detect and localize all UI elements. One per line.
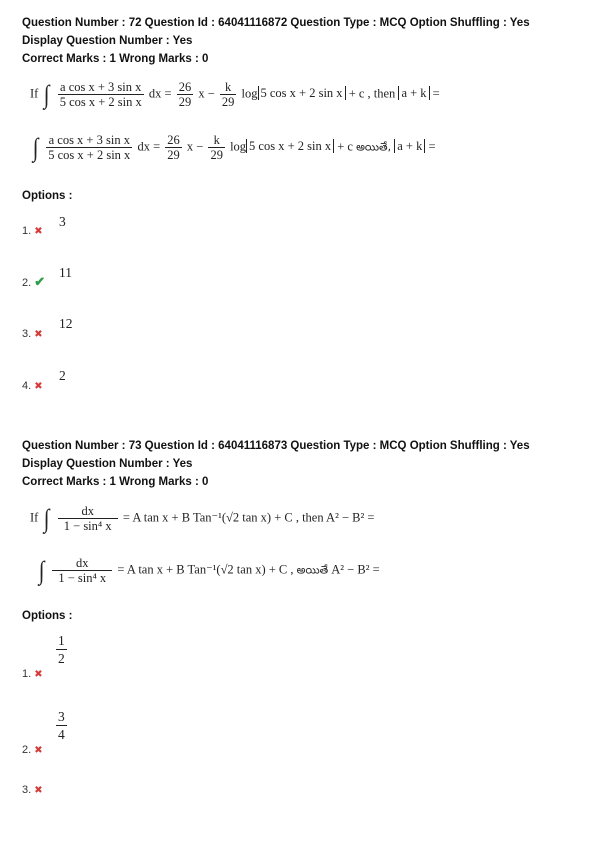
q72-option-2[interactable]: 2. ✔ <box>22 274 46 289</box>
q72-option-4-value: 2 <box>59 368 66 383</box>
q72-option-3-value: 12 <box>59 316 73 331</box>
q72-integrand: $\frac{\text{a cos x + 3 sin x}}{\text{5 cos x + 2 sin x}}$ <box>59 80 142 109</box>
cross-icon: ✖ <box>34 329 43 340</box>
cross-icon: ✖ <box>34 785 43 796</box>
integral-sign: ∫ <box>38 555 45 585</box>
q73-header-line2: Display Question Number : Yes <box>22 458 193 470</box>
q72-option-1[interactable]: 1. ✖ <box>22 225 43 237</box>
q73-statement-english: If ∫ $\frac{dx}{\text{1 − sin⁴ x}}$ = A tan x + B Tan⁻¹(√2 tan x) + C , then A² − B² = <box>30 503 375 533</box>
cross-icon: ✖ <box>34 381 43 392</box>
q73-option-2[interactable]: 2. ✖ <box>22 744 43 756</box>
q73-option-3[interactable]: 3. ✖ <box>22 784 43 796</box>
q73-option-1[interactable]: 1. ✖ <box>22 668 43 680</box>
q72-statement-english: If ∫ $\frac{\text{a cos x + 3 sin x}}{\text{5 cos x + 2 sin x}}$ dx = $\frac{26}{29}$ x − $\frac{k}{29}$ log 5 cos x + 2 sin x + c , then a + k = <box>30 79 440 109</box>
q72-marks: Correct Marks : 1 Wrong Marks : 0 <box>22 53 209 65</box>
q73-options-label: Options : <box>22 610 73 622</box>
q73-option-1-value: 1 2 <box>58 633 65 666</box>
integral-sign: ∫ <box>44 503 50 533</box>
q72-statement-telugu: ∫ $\frac{\text{a cos x + 3 sin x}}{\text{5 cos x + 2 sin x}}$ dx = $\frac{26}{29}$ x − $\frac{k}{29}$ log 5 cos x + 2 sin x + c అయితే, a + k = <box>32 132 436 162</box>
integral-sign: ∫ <box>32 132 39 162</box>
q72-header <box>22 14 530 68</box>
q73-integrand: $\frac{dx}{\text{1 − sin⁴ x}}$ <box>58 504 118 533</box>
cross-icon: ✖ <box>34 669 43 680</box>
q72-option-4[interactable]: 4. ✖ <box>22 380 43 392</box>
check-icon: ✔ <box>34 274 46 289</box>
q72-option-1-value: 3 <box>59 214 66 229</box>
q72-option-2-value: 11 <box>59 265 72 280</box>
q73-header-line1: Question Number : 73 Question Id : 64041116873 Question Type : MCQ Option Shuffling : Yes <box>22 440 530 452</box>
q72-header-line1: Question Number : 72 Question Id : 64041116872 Question Type : MCQ Option Shuffling : Yes <box>22 17 530 29</box>
cross-icon: ✖ <box>34 226 43 237</box>
q73-marks: Correct Marks : 1 Wrong Marks : 0 <box>22 476 209 488</box>
q72-options-label: Options : <box>22 190 73 202</box>
q73-header <box>22 437 530 491</box>
q72-option-3[interactable]: 3. ✖ <box>22 328 43 340</box>
q73-option-2-value: 3 4 <box>58 709 65 742</box>
cross-icon: ✖ <box>34 745 43 756</box>
q72-result-abs: a + k <box>398 86 429 100</box>
integral-sign: ∫ <box>44 79 50 109</box>
q72-header-line2: Display Question Number : Yes <box>22 35 193 47</box>
q73-statement-telugu: ∫ $\frac{dx}{\text{1 − sin⁴ x}}$ = A tan x + B Tan⁻¹(√2 tan x) + C , అయితే A² − B² = <box>38 555 380 585</box>
